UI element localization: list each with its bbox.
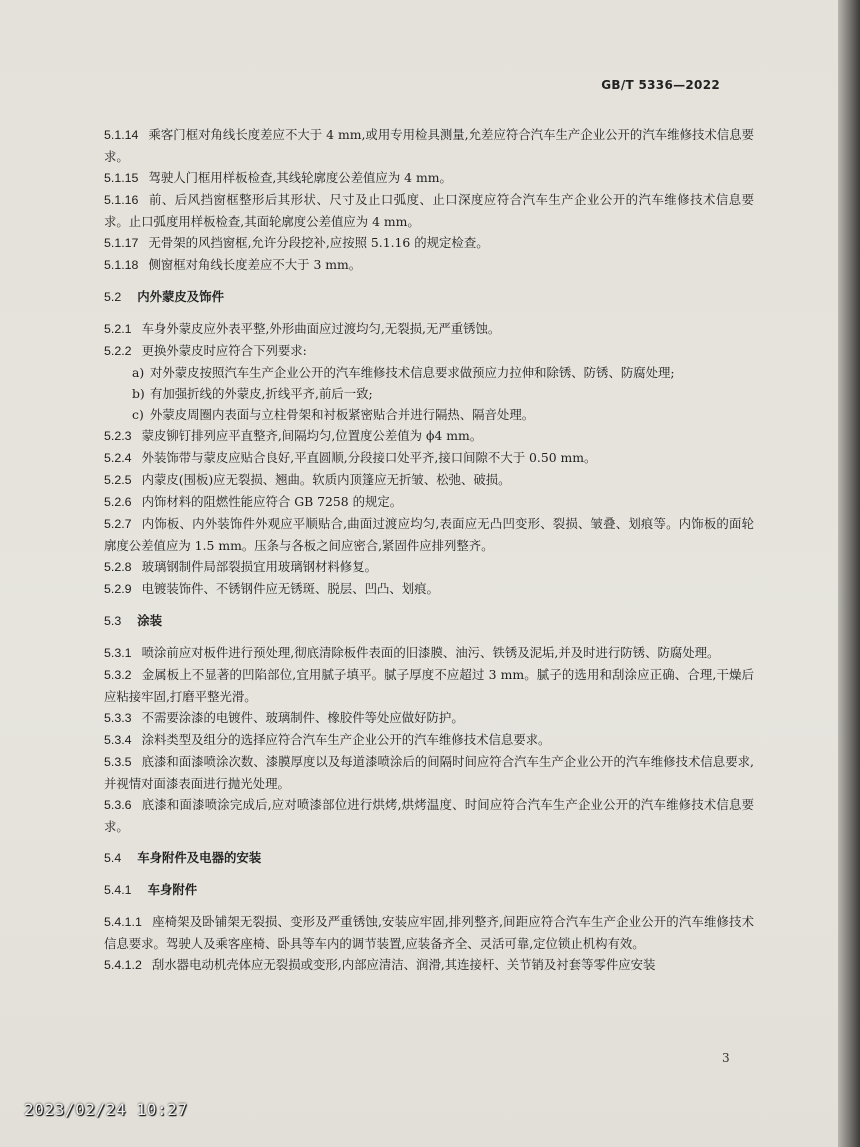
clause-text: 刮水器电动机壳体应无裂损或变形,内部应清洁、润滑,其连接杆、关节销及衬套等零件应安装 xyxy=(151,957,656,972)
clause xyxy=(104,469,754,491)
clause-number: 5.1.18 xyxy=(104,258,139,272)
clause-text: 喷涂前应对板件进行预处理,彻底清除板件表面的旧漆膜、油污、铁锈及泥垢,并及时进行防锈、防腐处理。 xyxy=(141,645,720,660)
clause-number: 5.2.2 xyxy=(104,344,132,358)
clause xyxy=(104,124,754,167)
clause-text: 金属板上不显著的凹陷部位,宜用腻子填平。腻子厚度不应超过 3 mm。腻子的选用和刮涂应正确、合理,干燥后应粘接牢固,打磨平整光滑。 xyxy=(104,667,754,704)
clause-text: 外装饰带与蒙皮应贴合良好,平直圆顺,分段接口处平齐,接口间隙不大于 0.50 mm。 xyxy=(141,450,597,465)
clause xyxy=(104,729,754,751)
clause-text: 内蒙皮(围板)应无裂损、翘曲。软质内顶篷应无折皱、松弛、破损。 xyxy=(141,472,511,487)
clause xyxy=(104,513,754,556)
clause-text: 电镀装饰件、不锈钢件应无锈斑、脱层、凹凸、划痕。 xyxy=(141,581,439,596)
clause-number: 5.3.5 xyxy=(104,755,132,769)
clause-text: 侧窗框对角线长度差应不大于 3 mm。 xyxy=(148,257,362,272)
clause-number: 5.2.5 xyxy=(104,473,132,487)
clause-number: 5.2.7 xyxy=(104,517,132,531)
list-item xyxy=(104,383,754,404)
section-heading xyxy=(104,847,754,869)
section-heading xyxy=(104,610,754,632)
clause-number: 5.3.1 xyxy=(104,646,132,660)
clause-text: 无骨架的风挡窗框,允许分段挖补,应按照 5.1.16 的规定检查。 xyxy=(148,235,489,250)
clause-number: 5.1.17 xyxy=(104,236,139,250)
clause-text: 内饰材料的阻燃性能应符合 GB 7258 的规定。 xyxy=(141,494,403,509)
clause-text: 外蒙皮周圈内表面与立柱骨架和衬板紧密贴合并进行隔热、隔音处理。 xyxy=(150,407,535,422)
clause-number: 5.3.3 xyxy=(104,711,132,725)
clause-number: 5.4 xyxy=(104,851,122,865)
section-heading xyxy=(104,879,754,901)
list-item xyxy=(104,362,754,383)
clause-number: 5.2 xyxy=(104,290,122,304)
clause xyxy=(104,578,754,600)
clause-text: 驾驶人门框用样板检查,其线轮廓度公差值应为 4 mm。 xyxy=(148,170,452,185)
section-title: 内外蒙皮及饰件 xyxy=(137,289,224,304)
clause-text: 车身外蒙皮应外表平整,外形曲面应过渡均匀,无裂损,无严重锈蚀。 xyxy=(141,321,501,336)
clause xyxy=(104,491,754,513)
page-number: 3 xyxy=(722,1051,730,1065)
section-title: 车身附件 xyxy=(147,882,198,897)
clause-number: 5.1.14 xyxy=(104,128,139,142)
clause-text: 底漆和面漆喷涂完成后,应对喷漆部位进行烘烤,烘烤温度、时间应符合汽车生产企业公开的汽车维修技术信息要求。 xyxy=(104,797,754,834)
clause-number: 5.1.15 xyxy=(104,171,139,185)
clause-text: 对外蒙皮按照汽车生产企业公开的汽车维修技术信息要求做预应力拉伸和除锈、防锈、防腐处理; xyxy=(150,365,675,380)
clause xyxy=(104,751,754,794)
clause xyxy=(104,340,754,362)
clause xyxy=(104,556,754,578)
clause-number: 5.2.6 xyxy=(104,495,132,509)
list-marker: c) xyxy=(132,407,144,422)
clause-text: 内饰板、内外装饰件外观应平顺贴合,曲面过渡应均匀,表面应无凸凹变形、裂损、皱叠、划痕等。内饰板的面轮廓度公差值应为 1.5 mm。压条与各板之间应密合,紧固件应排列整齐。 xyxy=(104,516,754,553)
clause-number: 5.2.1 xyxy=(104,322,132,336)
clause-text: 不需要涂漆的电镀件、玻璃制件、橡胶件等处应做好防护。 xyxy=(141,710,464,725)
list-marker: b) xyxy=(132,386,145,401)
section-heading xyxy=(104,286,754,308)
page-edge-shadow xyxy=(838,0,860,1147)
list-marker: a) xyxy=(132,365,145,380)
clause-number: 5.2.9 xyxy=(104,582,132,596)
clause xyxy=(104,447,754,469)
clause-text: 涂料类型及组分的选择应符合汽车生产企业公开的汽车维修技术信息要求。 xyxy=(141,732,551,747)
clause-number: 5.2.4 xyxy=(104,451,132,465)
clause xyxy=(104,254,754,276)
clause xyxy=(104,189,754,232)
clause xyxy=(104,318,754,340)
clause xyxy=(104,707,754,729)
clause xyxy=(104,425,754,447)
clause-text: 有加强折线的外蒙皮,折线平齐,前后一致; xyxy=(150,386,373,401)
clause xyxy=(104,664,754,707)
clause-number: 5.4.1.2 xyxy=(104,958,142,972)
clause-text: 前、后风挡窗框整形后其形状、尺寸及止口弧度、止口深度应符合汽车生产企业公开的汽车维修技术信息要求。止口弧度用样板检查,其面轮廓度公差值应为 4 mm。 xyxy=(104,192,754,229)
section-title: 车身附件及电器的安装 xyxy=(137,850,262,865)
clause-text: 乘客门框对角线长度差应不大于 4 mm,或用专用检具测量,允差应符合汽车生产企业公开的汽车维修技术信息要求。 xyxy=(104,127,754,164)
clause-text: 座椅架及卧铺架无裂损、变形及严重锈蚀,安装应牢固,排列整齐,间距应符合汽车生产企业公开的汽车维修技术信息要求。驾驶人及乘客座椅、卧具等车内的调节装置,应装备齐全、灵活可靠,定位锁止机构有效。 xyxy=(104,914,754,951)
clause-number: 5.2.8 xyxy=(104,560,132,574)
clause-number: 5.3.4 xyxy=(104,733,132,747)
clause-number: 5.4.1.1 xyxy=(104,915,142,929)
clause-number: 5.4.1 xyxy=(104,883,132,897)
standard-number: GB/T 5336—2022 xyxy=(601,78,720,92)
clause xyxy=(104,954,754,976)
clause xyxy=(104,642,754,664)
list-item xyxy=(104,404,754,425)
clause-number: 5.3.6 xyxy=(104,798,132,812)
clause-number: 5.2.3 xyxy=(104,429,132,443)
clause xyxy=(104,794,754,837)
photo-timestamp: 2023/02/24 10:27 xyxy=(24,1100,188,1119)
clause-number: 5.3 xyxy=(104,614,122,628)
section-title: 涂装 xyxy=(137,613,163,628)
clause xyxy=(104,232,754,254)
clause-text: 玻璃钢制件局部裂损宜用玻璃钢材料修复。 xyxy=(141,559,377,574)
document-body xyxy=(104,124,754,976)
clause-text: 更换外蒙皮时应符合下列要求: xyxy=(141,343,307,358)
clause-text: 底漆和面漆喷涂次数、漆膜厚度以及每道漆喷涂后的间隔时间应符合汽车生产企业公开的汽车维修技术信息要求,并视情对面漆表面进行抛光处理。 xyxy=(104,754,754,791)
clause xyxy=(104,167,754,189)
clause-text: 蒙皮铆钉排列应平直整齐,间隔均匀,位置度公差值为 ϕ4 mm。 xyxy=(141,428,483,443)
clause xyxy=(104,911,754,954)
clause-number: 5.1.16 xyxy=(104,193,139,207)
clause-number: 5.3.2 xyxy=(104,668,132,682)
